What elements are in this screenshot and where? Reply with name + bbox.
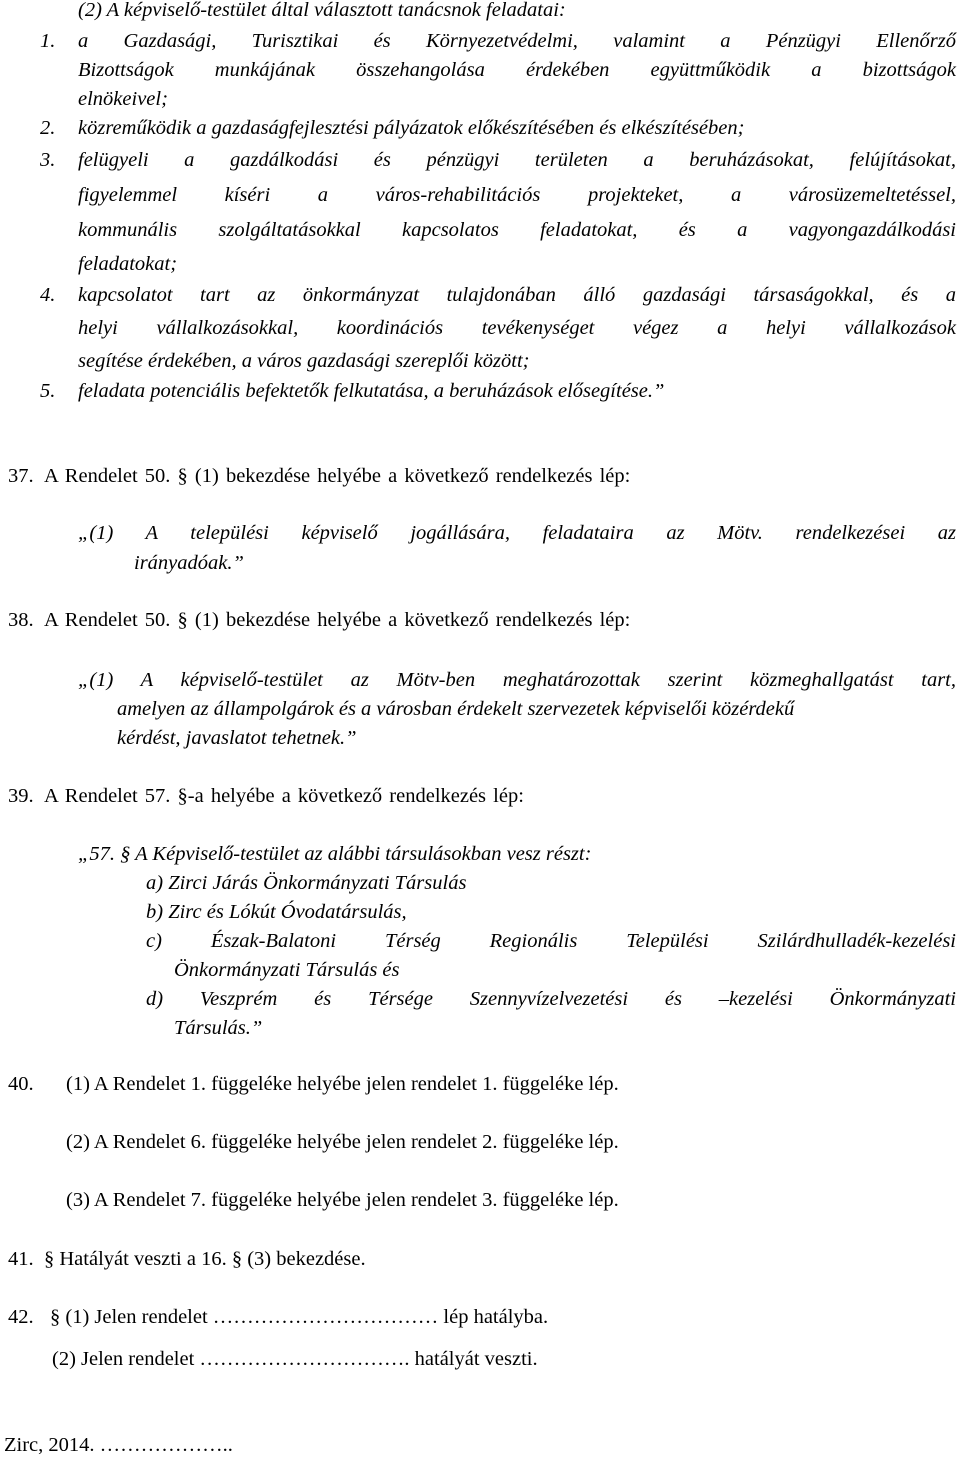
task-line: feladatokat;: [78, 253, 178, 275]
association-line: d) Veszprém és Térsége Szennyvízelvezetési és –kezelési Önkormányzati: [146, 988, 956, 1010]
task-number: 1.: [40, 30, 56, 52]
place-date: Zirc, 2014. ………………..: [4, 1434, 233, 1456]
association-line: Társulás.”: [174, 1017, 263, 1039]
task-number: 3.: [40, 149, 56, 171]
section-number: 41.: [8, 1248, 34, 1270]
section-number: 40.: [8, 1073, 34, 1095]
quote-line: kérdést, javaslatot tehetnek.”: [117, 727, 357, 749]
task-line: a Gazdasági, Turisztikai és Környezetvédelmi, valamint a Pénzügyi Ellenőrző: [78, 30, 956, 52]
task-item-5: feladata potenciális befektetők felkutatása, a beruházások elősegítése.”: [78, 380, 665, 402]
section-38-quote: [78, 666, 956, 753]
task-line: helyi vállalkozásokkal, koordinációs tevékenységet végez a helyi vállalkozások: [78, 317, 956, 339]
association-item-a: a) Zirci Járás Önkormányzati Társulás: [146, 872, 467, 894]
section-40-item-3: (3) A Rendelet 7. függeléke helyébe jelen rendelet 3. függeléke lép.: [66, 1189, 619, 1211]
task-item-4: [78, 281, 956, 376]
section-40-item-1: (1) A Rendelet 1. függeléke helyébe jelen rendelet 1. függeléke lép.: [66, 1073, 619, 1095]
task-line: felügyeli a gazdálkodási és pénzügyi területen a beruházásokat, felújításokat,: [78, 149, 956, 171]
task-line: Bizottságok munkájának összehangolása érdekében együttműködik a bizottságok: [78, 59, 956, 81]
section-39-quote-head: „57. § A Képviselő-testület az alábbi társulásokban vesz részt:: [78, 843, 592, 865]
quote-line: irányadóak.”: [134, 552, 244, 574]
section-42-item-1: § (1) Jelen rendelet …………………………… lép hatályba.: [50, 1306, 549, 1328]
task-line: kapcsolatot tart az önkormányzat tulajdonában álló gazdasági társaságokkal, és a: [78, 284, 956, 306]
section-40-item-2: (2) A Rendelet 6. függeléke helyébe jelen rendelet 2. függeléke lép.: [66, 1131, 619, 1153]
task-number: 5.: [40, 380, 56, 402]
section-39-text: A Rendelet 57. §-a helyébe a következő rendelkezés lép:: [44, 785, 524, 807]
quote-line: „(1) A képviselő-testület az Mötv-ben meghatározottak szerint közmeghallgatást tart,: [78, 669, 956, 691]
association-line: Önkormányzati Társulás és: [174, 959, 400, 981]
tasks-heading: (2) A képviselő-testület által választott tanácsnok feladatai:: [78, 0, 566, 21]
section-37-text: A Rendelet 50. § (1) bekezdése helyébe a következő rendelkezés lép:: [44, 465, 631, 487]
section-number: 37.: [8, 465, 34, 487]
section-41-text: § Hatályát veszti a 16. § (3) bekezdése.: [44, 1248, 366, 1270]
task-number: 2.: [40, 117, 56, 139]
task-item-1: [78, 27, 956, 114]
task-line: elnökeivel;: [78, 88, 168, 110]
association-item-d: [146, 985, 956, 1043]
quote-line: amelyen az állampolgárok és a városban érdekelt szervezetek képviselői közérdekű: [117, 698, 795, 720]
quote-line: „(1) A települési képviselő jogállására, feladataira az Mötv. rendelkezései az: [78, 522, 956, 544]
association-line: c) Észak-Balatoni Térség Regionális Települési Szilárdhulladék-kezelési: [146, 930, 956, 952]
association-item-b: b) Zirc és Lókút Óvodatársulás,: [146, 901, 407, 923]
section-number: 38.: [8, 609, 34, 631]
task-number: 4.: [40, 284, 56, 306]
section-38-text: A Rendelet 50. § (1) bekezdése helyébe a következő rendelkezés lép:: [44, 609, 631, 631]
task-item-2: közreműködik a gazdaságfejlesztési pályázatok előkészítésében és elkészítésében;: [78, 117, 745, 139]
task-item-3: [78, 146, 956, 279]
task-line: segítése érdekében, a város gazdasági szereplői között;: [78, 350, 530, 372]
section-number: 42.: [8, 1306, 34, 1328]
section-42-item-2: (2) Jelen rendelet …………………………. hatályát veszti.: [52, 1348, 538, 1370]
task-line: figyelemmel kíséri a város-rehabilitációs projekteket, a városüzemeltetéssel,: [78, 184, 956, 206]
section-number: 39.: [8, 785, 34, 807]
task-line: kommunális szolgáltatásokkal kapcsolatos feladatokat, és a vagyongazdálkodási: [78, 219, 956, 241]
association-item-c: [146, 927, 956, 985]
section-37-quote: [78, 519, 956, 578]
